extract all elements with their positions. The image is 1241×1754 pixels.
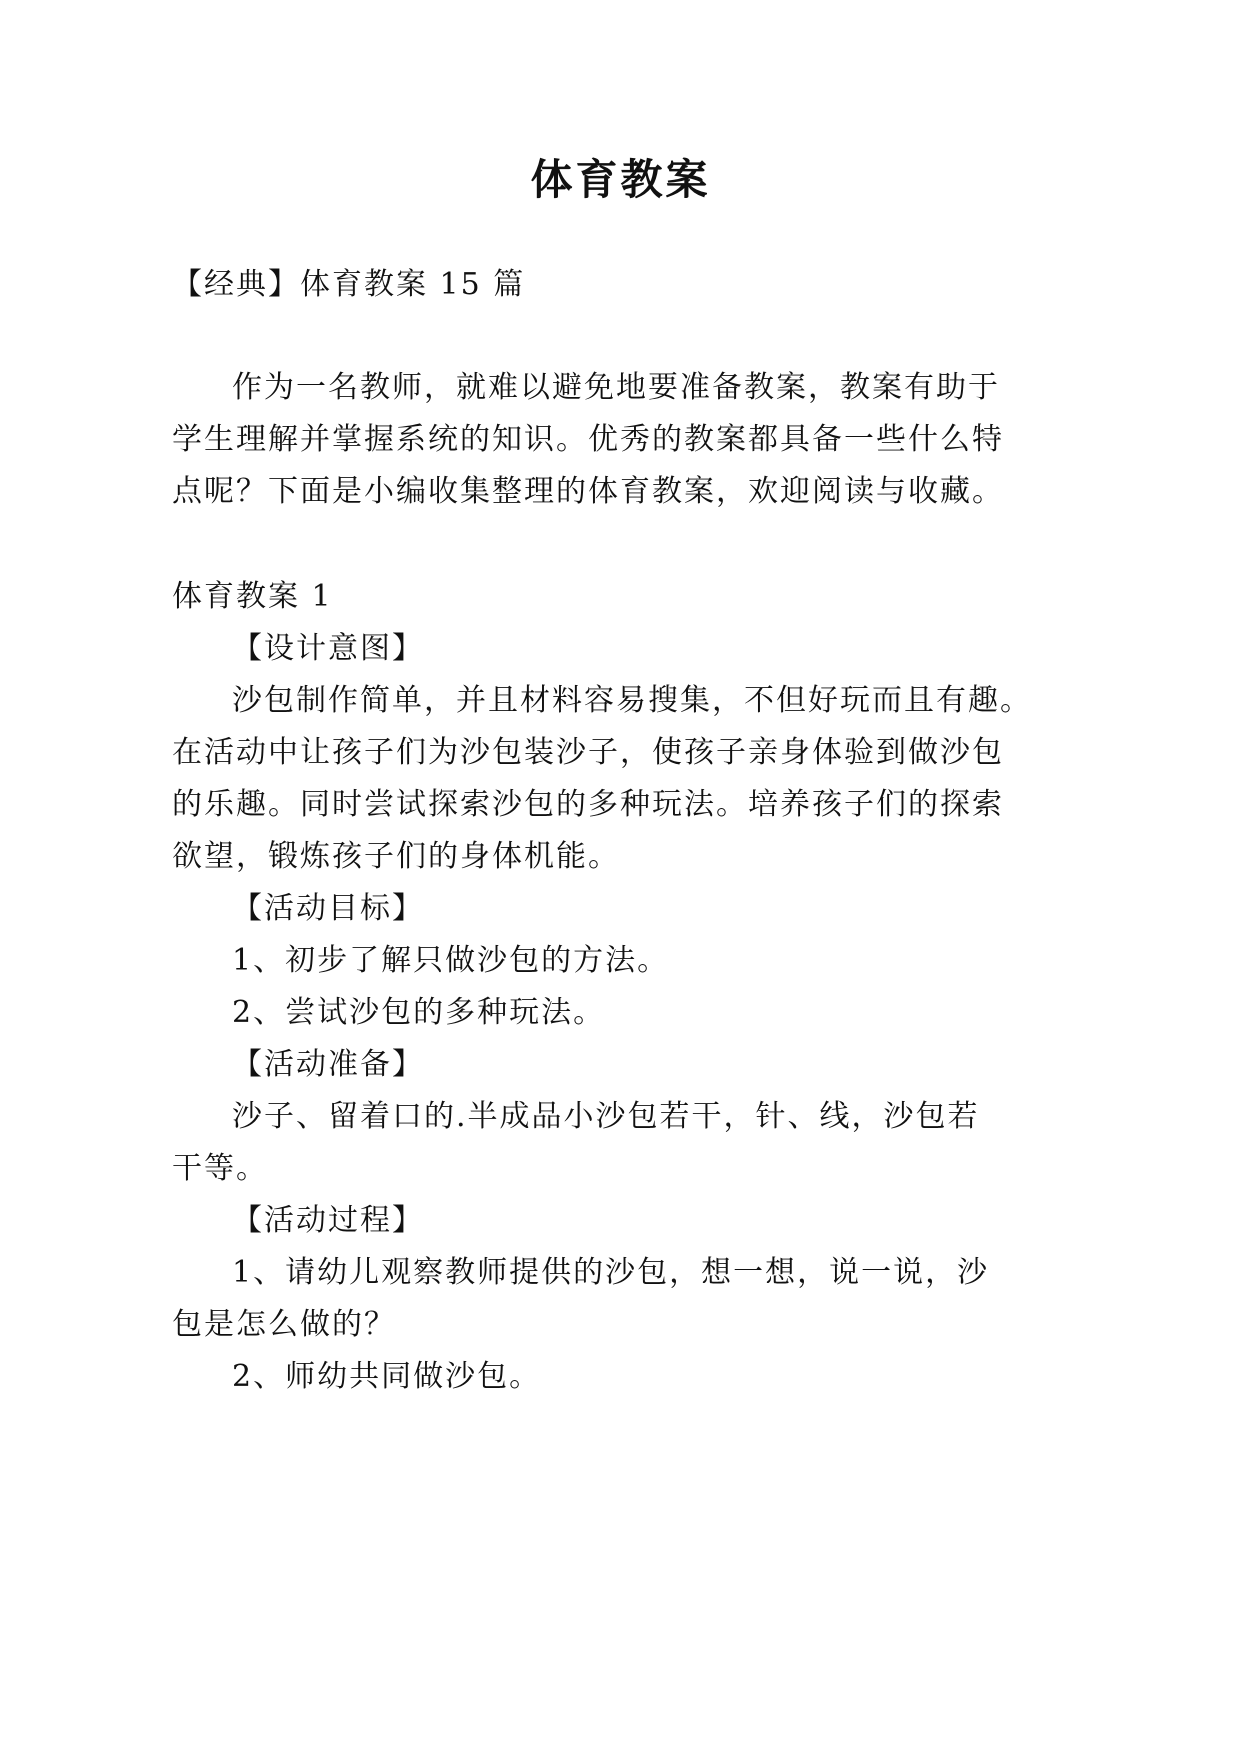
intro-line-2: 学生理解并掌握系统的知识。优秀的教案都具备一些什么特 — [172, 422, 1004, 457]
prep-heading: 【活动准备】 — [232, 1047, 424, 1082]
intro-line-3: 点呢？下面是小编收集整理的体育教案，欢迎阅读与收藏。 — [172, 474, 1004, 509]
process-line-3: 2、师幼共同做沙包。 — [232, 1359, 542, 1394]
design-line-2: 在活动中让孩子们为沙包装沙子，使孩子亲身体验到做沙包 — [172, 735, 1004, 770]
design-line-1: 沙包制作简单，并且材料容易搜集，不但好玩而且有趣。 — [232, 683, 1032, 718]
section-heading: 体育教案 1 — [172, 579, 333, 614]
prep-line-2: 干等。 — [172, 1151, 268, 1186]
prep-line-1: 沙子、留着口的.半成品小沙包若干，针、线，沙包若 — [232, 1099, 980, 1134]
document-subtitle: 【经典】体育教案 15 篇 — [172, 267, 526, 302]
goal-item-2: 2、尝试沙包的多种玩法。 — [232, 995, 606, 1030]
page-title: 体育教案 — [530, 155, 711, 204]
process-line-1: 1、请幼儿观察教师提供的沙包，想一想，说一说，沙 — [232, 1255, 990, 1290]
process-heading: 【活动过程】 — [232, 1203, 424, 1238]
goal-heading: 【活动目标】 — [232, 891, 424, 926]
process-line-2: 包是怎么做的？ — [172, 1307, 396, 1342]
goal-item-1: 1、初步了解只做沙包的方法。 — [232, 943, 670, 978]
intro-line-1: 作为一名教师，就难以避免地要准备教案，教案有助于 — [232, 370, 1000, 405]
design-line-4: 欲望，锻炼孩子们的身体机能。 — [172, 839, 620, 874]
design-line-3: 的乐趣。同时尝试探索沙包的多种玩法。培养孩子们的探索 — [172, 787, 1004, 822]
design-heading: 【设计意图】 — [232, 631, 424, 666]
